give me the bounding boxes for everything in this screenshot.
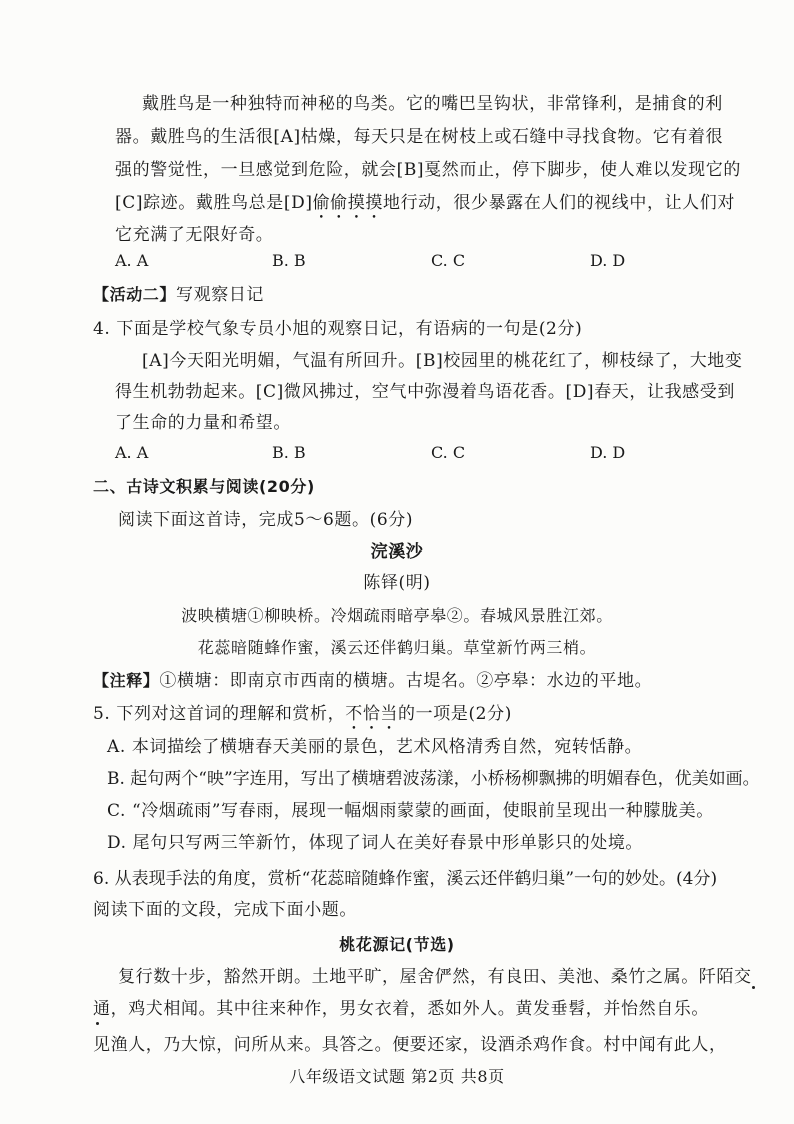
passage1-line4-c: 地行动，很少暴露在人们的视线中，让人们对 (382, 193, 735, 213)
q4-option-a[interactable]: A. A (115, 443, 149, 462)
section2-heading: 二、古诗文积累与阅读(20分) (93, 477, 315, 496)
q6-stem: 6. 从表现手法的角度，赏析“花蕊暗随蜂作蜜，溪云还伴鹤归巢”一句的妙处。(4分) (93, 869, 718, 889)
section2-intro: 阅读下面这首诗，完成5～6题。(6分) (118, 510, 414, 530)
passage1-line1: 戴胜鸟是一种独特而神秘的鸟类。它的嘴巴呈钩状，非常锋利，是捕食的利 (142, 94, 723, 114)
q4-option-d[interactable]: D. D (590, 443, 626, 462)
reading2-line2: 通，鸡犬相闻。其中往来种作，男女衣着，悉如外人。黄发垂髫，并怡然自乐。 (93, 999, 709, 1019)
q4-stem: 4. 下面是学校气象专员小旭的观察日记，有语病的一句是(2分) (93, 319, 583, 339)
poem-line2: 花蕊暗随蜂作蜜，溪云还伴鹤归巢。草堂新竹两三梢。 (197, 638, 597, 657)
q4-diary-line1: [A]今天阳光明媚，气温有所回升。[B]校园里的桃花红了，柳枝绿了，大地变 (142, 351, 743, 371)
q3-option-a[interactable]: A. A (115, 251, 149, 270)
notes-tag: 【注释】 (93, 671, 160, 690)
q4-option-c[interactable]: C. C (431, 443, 466, 462)
page-footer: 八年级语文试题 第2页 共8页 (289, 1067, 505, 1086)
activity2-heading (93, 284, 264, 306)
reading2-title: 桃花源记(节选) (339, 935, 455, 954)
margin-dot (96, 1022, 99, 1025)
emphasized-phrase: 偷偷摸摸 (312, 193, 383, 213)
poem-line1: 波映横塘①柳映桥。冷烟疏雨暗亭皋②。春城风景胜江郊。 (181, 606, 613, 625)
notes-text: ①横塘：即南京市西南的横塘。古堤名。②亭皋：水边的平地。 (159, 671, 653, 691)
q5-emphasis: 不恰当 (345, 704, 399, 724)
margin-dot (752, 986, 755, 989)
passage1-line5: 它充满了无限好奇。 (115, 225, 274, 245)
reading2-line3: 见渔人，乃大惊，问所从来。具答之。便要还家，设酒杀鸡作食。村中闻有此人， (93, 1035, 727, 1055)
poem-author: 陈铎(明) (363, 573, 431, 593)
notes (93, 670, 652, 692)
q3-option-b[interactable]: B. B (272, 251, 306, 270)
activity2-tag: 【活动二】 (93, 285, 177, 304)
q4-diary-line3: 了生命的力量和希望。 (115, 413, 291, 433)
passage1-line4-a: [C]踪迹。戴胜鸟总是[D] (115, 193, 313, 213)
passage1-line2: 器。戴胜鸟的生活很[A]枯燥，每天只是在树枝上或石缝中寻找食物。它有着很 (115, 127, 724, 147)
q4-option-b[interactable]: B. B (272, 443, 306, 462)
q5-option-c[interactable]: C. “冷烟疏雨”写春雨，展现一幅烟雨蒙蒙的画面，使眼前呈现出一种朦胧美。 (107, 801, 714, 821)
poem-title: 浣溪沙 (370, 542, 424, 562)
q5-stem (93, 703, 512, 734)
q5-stem-a: 5. 下列对这首词的理解和赏析， (93, 704, 346, 724)
reading2-intro: 阅读下面的文段，完成下面小题。 (93, 900, 357, 920)
q5-option-d[interactable]: D. 尾句只写两三竿新竹，体现了词人在美好春景中形单影只的处境。 (107, 833, 644, 853)
q3-option-d[interactable]: D. D (590, 251, 626, 270)
passage1-line3: 强的警觉性，一旦感觉到危险，就会[B]戛然而止，停下脚步，使人难以发现它的 (115, 160, 741, 180)
q5-option-b[interactable]: B. 起句两个“映”字连用，写出了横塘碧波荡漾，小桥杨柳飘拂的明媚春色，优美如画。 (107, 769, 760, 789)
passage1-line4 (115, 192, 735, 223)
q4-diary-line2: 得生机勃勃起来。[C]微风拂过，空气中弥漫着鸟语花香。[D]春天，让我感受到 (115, 382, 735, 402)
activity2-title: 写观察日记 (176, 285, 265, 305)
q3-option-c[interactable]: C. C (431, 251, 466, 270)
q5-stem-c: 的一项是(2分) (398, 704, 512, 724)
reading2-line1: 复行数十步，豁然开朗。土地平旷，屋舍俨然，有良田、美池、桑竹之属。阡陌交 (118, 967, 752, 987)
q5-option-a[interactable]: A. 本词描绘了横塘春天美丽的景色，艺术风格清秀自然，宛转恬静。 (107, 737, 643, 757)
